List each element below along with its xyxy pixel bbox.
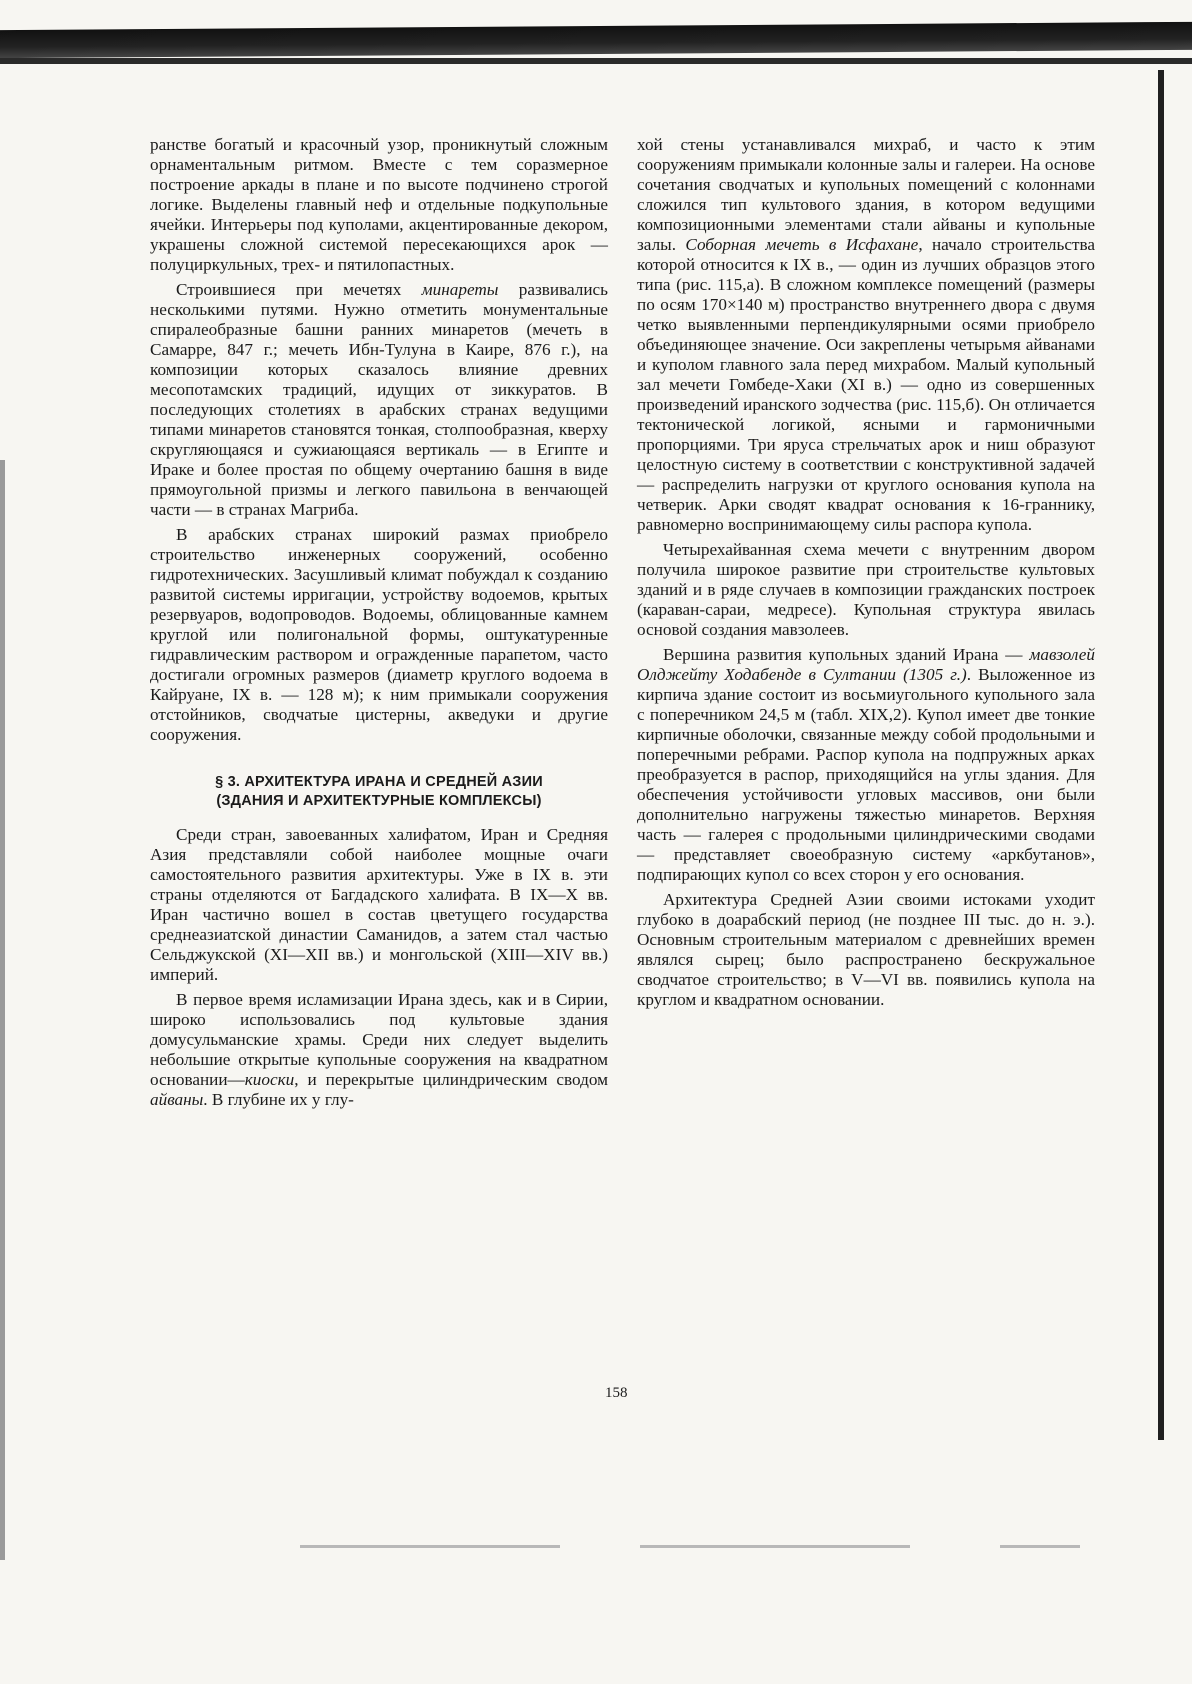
scan-noise xyxy=(640,1545,910,1548)
scan-noise xyxy=(1000,1545,1080,1548)
scan-border-top xyxy=(0,22,1192,58)
page-number: 158 xyxy=(605,1385,628,1401)
paragraph: В первое время исламизации Ирана здесь, как и в Сирии, широко использовались под культовые здания домусульманские храмы. Среди них следует выделить небольшие открытые купольные сооружения на квадратном основании—киоски, и перекрытые цилиндрическим сводом айваны. В глубине их у глу- xyxy=(150,990,608,1109)
paragraph: Среди стран, завоеванных халифатом, Иран и Средняя Азия представляли собой наиболее мощные очаги самостоятельного развития архитектуры. Уже в IX в. эти страны отделяются от Багдадского халифата. В IX—X вв. Иран частично вошел в состав цветущего государства среднеазиатской династии Саманидов, а затем стал частью Сельджукской (XI—XII вв.) и монгольской (XIII—XIV вв.) империй. xyxy=(150,825,608,984)
section-heading: § 3. АРХИТЕКТУРА ИРАНА И СРЕДНЕЙ АЗИИ (ЗДАНИЯ И АРХИТЕКТУРНЫЕ КОМПЛЕКСЫ) xyxy=(215,774,543,809)
paragraph: Архитектура Средней Азии своими истоками уходит глубоко в доарабский период (не позднее III тыс. до н. э.). Основным строительным материалом с древнейших времен являлся сырец; было распространено бескружальное сводчатое строительство; в V—VI вв. появились купола на круглом и квадратном основании. xyxy=(637,890,1095,1009)
paragraph: ранстве богатый и красочный узор, проникнутый сложным орнаментальным ритмом. Вместе с тем соразмерное построение аркады в плане и по высоте подчинено строгой логике. Выделены главный неф и отдельные подкупольные ячейки. Интерьеры под куполами, акцентированные декором, украшены сложной системой пересекающихся арок — полуциркульных, трех- и пятилопастных. xyxy=(150,135,608,274)
scan-border-left xyxy=(0,460,5,1560)
paragraph: В арабских странах широкий размах приобрело строительство инженерных сооружений, особенно гидротехнических. Засушливый климат побуждал к созданию развитой системы ирригации, устройству водоемов, крытых резервуаров, водопроводов. Водоемы, облицованные камнем круглой или полигональной формы, оштукатуренные гидравлическим раствором и огражденные парапетом, часто достигали огромных размеров (диаметр круглого водоема в Кайруане, IX в. — 128 м); к ним примыкали сооружения отстойников, сводчатые цистерны, акведуки и другие сооружения. xyxy=(150,525,608,744)
paragraph: Строившиеся при мечетях минареты развивались несколькими путями. Нужно отметить монументальные спиралеобразные башни ранних минаретов (мечеть в Самарре, 847 г.; мечеть Ибн-Тулуна в Каире, 876 г.), на композиции которых сказалось влияние древних месопотамских традиций, идущих от зиккуратов. В последующих столетиях в арабских странах ведущими типами минаретов становятся тонкая, столпообразная, кверху скругляющаяся и сужиающаяся вертикаль — в Египте и Ираке и более простая по общему очертанию башня в виде прямоугольной призмы и легкого павильона в венчающей части — в странах Магриба. xyxy=(150,280,608,519)
scan-noise xyxy=(300,1545,560,1548)
paragraph: Вершина развития купольных зданий Ирана — мавзолей Олджейту Ходабенде в Султании (1305 г.). Выложенное из кирпича здание состоит из восьмиугольного купольного зала с поперечником 24,5 м (табл. XIX,2). Купол имеет две тонкие кирпичные оболочки, связанные между собой продольными и поперечными ребрами. Распор купола на подпружных арках преобразуется в распор, приходящийся на углы здания. Для обеспечения устойчивости угловых массивов, они были дополнительно нагружены тяжестью минаретов. Верхняя часть — галерея с продольными цилиндрическими сводами — представляет своеобразную систему «аркбутанов», подпирающих купол со всех сторон у его основания. xyxy=(637,645,1095,884)
scan-border-right xyxy=(1158,70,1164,1440)
scan-border-top-secondary xyxy=(0,58,1192,64)
paragraph: хой стены устанавливался михраб, и часто к этим сооружениям примыкали колонные залы и галереи. На основе сочетания сводчатых и купольных помещений с колоннами сложился тип культового здания, в котором ведущими композиционными элементами стали айваны и купольные залы. Соборная мечеть в Исфахане, начало строительства которой относится к IX в., — один из лучших образцов этого типа (рис. 115,а). В сложном комплексе помещений (размеры по осям 170×140 м) пространство внутреннего двора с двумя четко выявленными перпендикулярными осями приобрело объединяющее значение. Оси закреплены четырьмя айванами и куполом главного зала перед михрабом. Малый купольный зал мечети Гомбеде-Хаки (XI в.) — одно из совершенных произведений иранского зодчества (рис. 115,б). Он отличается тектонической логикой, ясными и гармоничными пропорциями. Три яруса стрельчатых арок и ниш образуют целостную систему в соответствии с конструктивной задачей — распределить нагрузки от круглого основания купола на четверик. Арки сводят квадрат основания к 16-граннику, равномерно воспринимающему силы распора купола. xyxy=(637,135,1095,534)
left-column xyxy=(150,135,608,1115)
right-column xyxy=(637,135,1095,1015)
paragraph: Четырехайванная схема мечети с внутренним двором получила широкое развитие при строительстве культовых зданий и в ряде случаев в композиции гражданских построек (караван-сараи, медресе). Купольная структура явилась основой создания мавзолеев. xyxy=(637,540,1095,639)
